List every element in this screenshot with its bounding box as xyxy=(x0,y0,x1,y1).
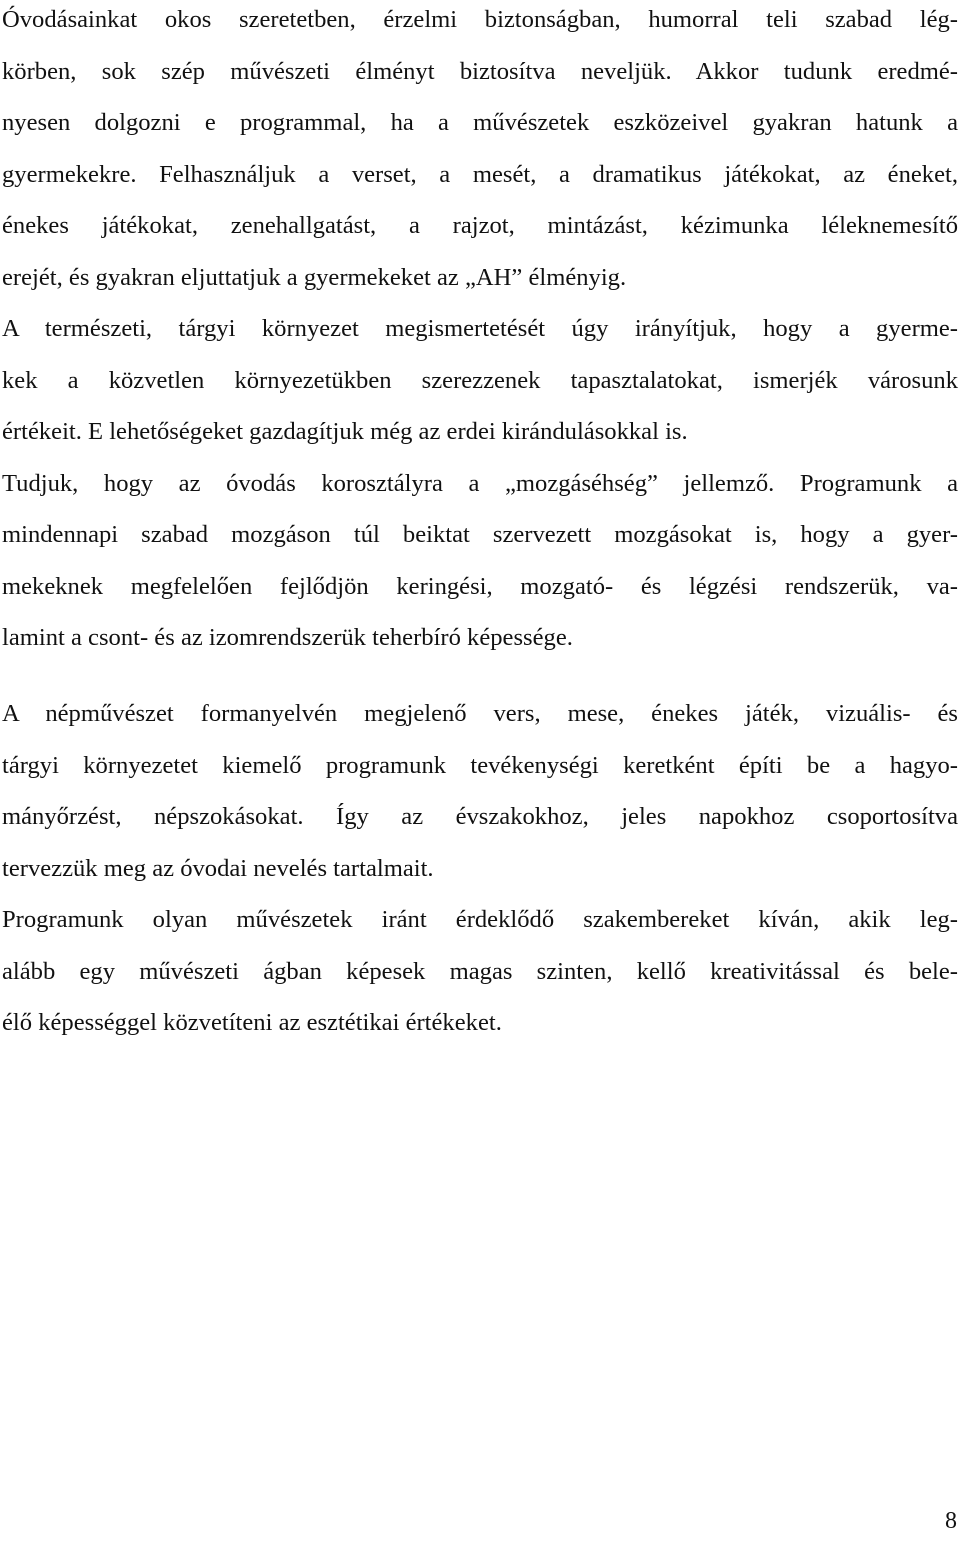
text-line: gyermekekre. Felhasználjuk a verset, a mesét, a dramatikus játékokat, az éneket, xyxy=(2,160,958,188)
text-line: mindennapi szabad mozgáson túl beiktat szervezett mozgásokat is, hogy a gyer- xyxy=(2,521,958,548)
text-line: értékeit. E lehetőségeket gazdagítjuk még az erdei kirándulásokkal is. xyxy=(2,418,688,445)
text-line: élő képességgel közvetíteni az esztétikai értékeket. xyxy=(2,1009,502,1036)
text-line: A népművészet formanyelvén megjelenő vers, mese, énekes játék, vizuális- és xyxy=(2,700,958,727)
text-line: Programunk olyan művészetek iránt érdeklődő szakembereket kíván, akik leg- xyxy=(2,906,958,933)
text-line: lamint a csont- és az izomrendszerük teherbíró képessége. xyxy=(2,624,573,651)
text-line: alább egy művészeti ágban képesek magas szinten, kellő kreativitással és bele- xyxy=(2,957,958,985)
text-line: nyesen dolgozni e programmal, ha a művészetek eszközeivel gyakran hatunk a xyxy=(2,109,958,136)
text-block-1 xyxy=(2,0,958,664)
text-line: erejét, és gyakran eljuttatjuk a gyermekeket az „AH” élményig. xyxy=(2,263,627,291)
text-line: mekeknek megfelelően fejlődjön keringési, mozgató- és légzési rendszerük, va- xyxy=(2,572,958,600)
text-line: énekes játékokat, zenehallgatást, a rajzot, mintázást, kézimunka léleknemesítő xyxy=(2,212,958,239)
text-block-2 xyxy=(2,688,958,1049)
text-line: tervezzük meg az óvodai nevelés tartalmait. xyxy=(2,854,434,882)
text-line: Tudjuk, hogy az óvodás korosztályra a „mozgáséhség” jellemző. Programunk a xyxy=(2,469,958,497)
text-line: körben, sok szép művészeti élményt biztosítva neveljük. Akkor tudunk eredmé- xyxy=(2,57,958,85)
page-number: 8 xyxy=(945,1508,957,1534)
text-line: A természeti, tárgyi környezet megismertetését úgy irányítjuk, hogy a gyerme- xyxy=(2,315,958,342)
text-line: Óvodásainkat okos szeretetben, érzelmi biztonságban, humorral teli szabad lég- xyxy=(2,6,958,33)
text-line: kek a közvetlen környezetükben szerezzenek tapasztalatokat, ismerjék városunk xyxy=(2,366,958,394)
text-line: mányőrzést, népszokásokat. Így az évszakokhoz, jeles napokhoz csoportosítva xyxy=(2,803,958,830)
text-line: tárgyi környezetet kiemelő programunk tevékenységi keretként építi be a hagyo- xyxy=(2,751,958,779)
